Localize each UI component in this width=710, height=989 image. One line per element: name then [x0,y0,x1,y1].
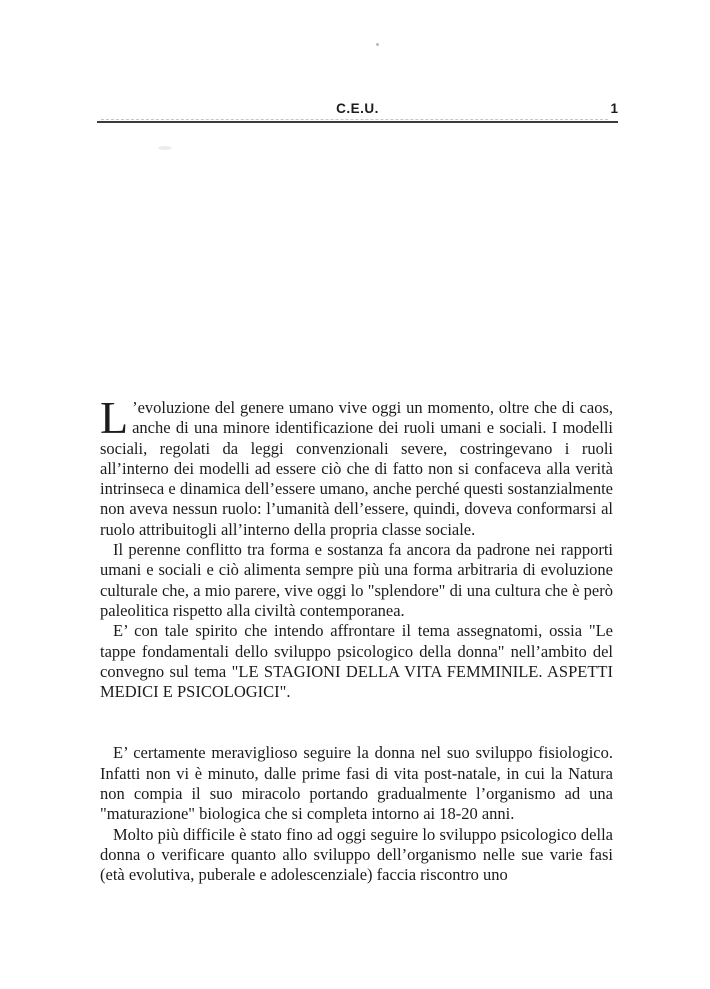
paragraph-tema-convegno: E’ con tale spirito che intendo affrontare il tema assegnatomi, ossia "Le tappe fondamentali dello sviluppo psicologico della donna" nell’ambito del convegno sul tema "LE STAGIONI DELLA VITA FEMMINILE. ASPETTI MEDICI E PSICOLOGICI". [100,621,613,702]
scan-speck [376,43,379,46]
paragraph-sviluppo-psicologico: Molto più difficile è stato fino ad oggi seguire lo sviluppo psicologico della donna o verificare quanto allo sviluppo dell’organismo nelle sue varie fasi (età evolutiva, puberale e adolescenziale) faccia riscontro uno [100,824,613,885]
paragraph-intro [100,392,613,540]
page-number: 1 [610,101,618,116]
header-title: C.E.U. [336,101,379,116]
scan-smudge [158,146,172,150]
page-header [97,100,618,123]
drop-cap: L [100,392,129,443]
paragraph-text: ’evoluzione del genere umano vive oggi un momento, oltre che di caos, anche di una minore identificazione dei ruoli umani e sociali. I modelli sociali, regolati da leggi convenzionali severe, costringevano i ruoli all’interno dei modelli ad essere ciò che di fatto non si confaceva alla verità intrinseca e dinamica dell’essere umano, anche perché questi sostanzialmente non aveva nessun ruolo: l’umanità dell’essere, quindi, doveva conformarsi al ruolo attribuitogli all’interno della propria classe sociale. [100,398,613,539]
document-body [100,392,613,886]
header-rule [97,121,618,123]
paragraph-sviluppo-fisiologico: E’ certamente meraviglioso seguire la donna nel suo sviluppo fisiologico. Infatti non vi è minuto, dalle prime fasi di vita post-natale, in cui la Natura non compia il suo miracolo portando gradualmente l’organismo ad una "maturazione" biologica che si completa intorno ai 18-20 anni. [100,743,613,824]
paragraph-conflitto: Il perenne conflitto tra forma e sostanza fa ancora da padrone nei rapporti umani e sociali e ciò alimenta sempre più una forma arbitraria di evoluzione culturale che, a mio parere, vive oggi lo "splendore" di una cultura che è però paleolitica rispetto alla civiltà contemporanea. [100,540,613,620]
